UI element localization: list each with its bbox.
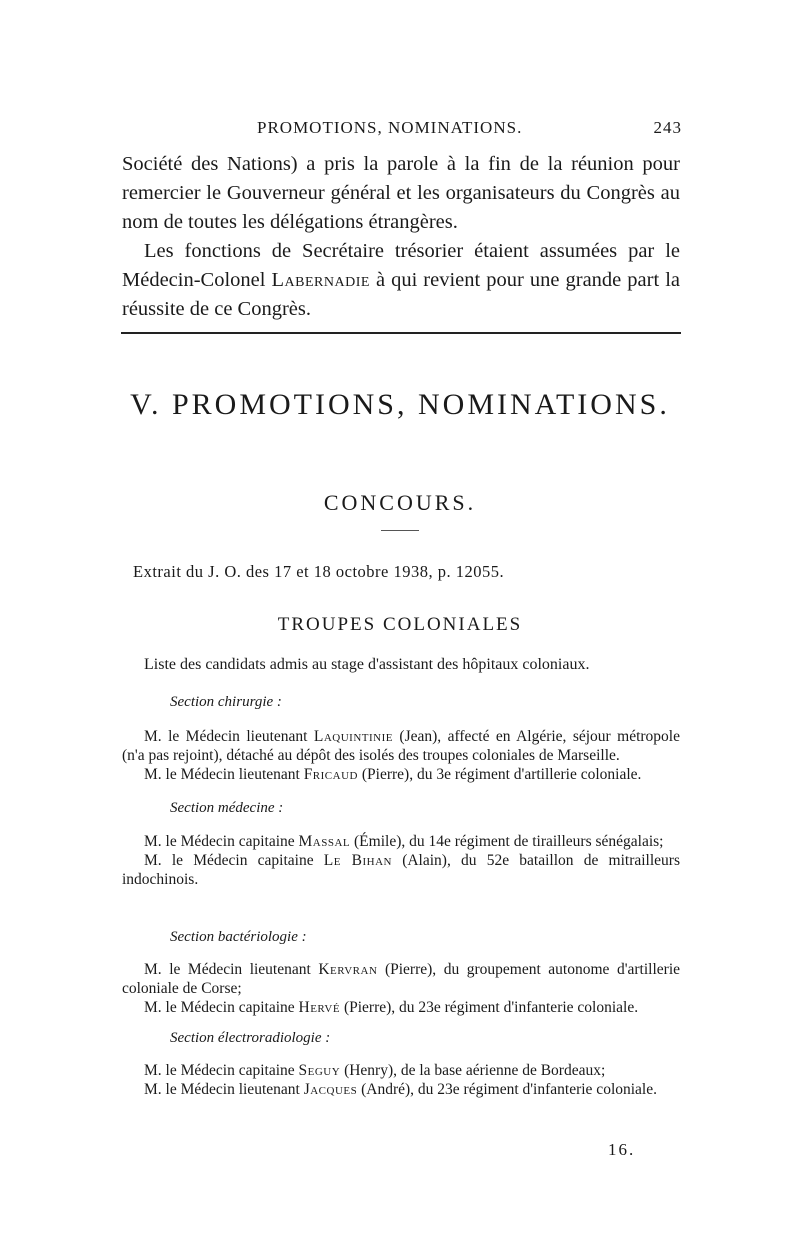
running-head: [122, 118, 682, 140]
entry-detail: (Pierre), du 23e régiment d'infanterie coloniale.: [340, 999, 639, 1016]
person-name: Massal: [298, 833, 351, 850]
signature-mark: 16.: [608, 1140, 636, 1159]
list-item: [122, 960, 680, 998]
intro-paragraph-2: [122, 237, 680, 324]
list-item: [122, 1080, 680, 1099]
running-head-title: PROMOTIONS, NOMINATIONS.: [257, 118, 523, 137]
section-heading-electroradiologie: Section électroradiologie :: [170, 1030, 331, 1046]
extract-reference: Extrait du J. O. des 17 et 18 octobre 1938, p. 12055.: [133, 562, 505, 581]
person-name: Kervran: [318, 961, 378, 978]
section-entries-bacteriologie: [122, 960, 680, 1017]
entry-prefix: M. le Médecin capitaine: [144, 999, 299, 1016]
entry-prefix: M. le Médecin capitaine: [144, 852, 324, 869]
person-name: Le Bihan: [323, 852, 392, 869]
section-heading-chirurgie: Section chirurgie :: [170, 694, 282, 710]
person-name: Laquintinie: [313, 728, 393, 745]
intro-p2-text-before: Les fonctions de Secrétaire trésorier étaient assumées par le Médecin-Colonel: [122, 240, 680, 291]
entry-prefix: M. le Médecin capitaine: [144, 833, 299, 850]
list-item: [122, 851, 680, 889]
intro-text: [122, 150, 680, 324]
entry-detail: (Émile), du 14e régiment de tirailleurs sénégalais;: [350, 833, 664, 850]
short-divider: [381, 530, 419, 531]
entry-prefix: M. le Médecin lieutenant: [144, 728, 314, 745]
person-name-labernadie: Labernadie: [271, 269, 370, 291]
entry-detail: (Pierre), du groupement autonome d'artillerie coloniale de Corse;: [122, 961, 681, 997]
section-title: V. PROMOTIONS, NOMINATIONS.: [130, 388, 670, 421]
section-divider: [121, 332, 681, 334]
entry-detail: (Jean), affecté en Algérie, séjour métropole (n'a pas rejoint), détaché au dépôt des isolés des troupes coloniales de Marseille.: [122, 728, 680, 764]
entry-detail: (Alain), du 52e bataillon de mitrailleurs indochinois.: [122, 852, 680, 888]
list-item: [122, 1061, 680, 1080]
entry-prefix: M. le Médecin capitaine: [144, 1062, 299, 1079]
heading-troupes-coloniales: TROUPES COLONIALES: [277, 614, 523, 635]
list-item: [122, 765, 680, 784]
list-item: [122, 727, 680, 765]
entry-prefix: M. le Médecin lieutenant: [144, 766, 304, 783]
section-entries-electroradiologie: [122, 1061, 680, 1099]
intro-p2-text-after: à qui revient pour une grande part la réussite de ce Congrès.: [122, 269, 680, 320]
section-heading-medecine: Section médecine :: [170, 800, 284, 816]
page-number: 243: [653, 118, 682, 137]
person-name: Hervé: [298, 999, 341, 1016]
section-heading-bacteriologie: Section bactériologie :: [170, 929, 307, 945]
entry-detail: (André), du 23e régiment d'infanterie coloniale.: [357, 1081, 657, 1098]
intro-paragraph-1: Société des Nations) a pris la parole à la fin de la réunion pour remercier le Gouverneur général et les organisateurs du Congrès au nom de toutes les délégations étrangères.: [122, 153, 680, 233]
person-name: Jacques: [303, 1081, 358, 1098]
list-item: [122, 998, 680, 1017]
subsection-title-concours: CONCOURS.: [323, 490, 477, 515]
list-item: [122, 832, 680, 851]
list-intro: Liste des candidats admis au stage d'assistant des hôpitaux coloniaux.: [144, 656, 590, 673]
entry-prefix: M. le Médecin lieutenant: [144, 1081, 304, 1098]
entry-prefix: M. le Médecin lieutenant: [144, 961, 319, 978]
entry-detail: (Henry), de la base aérienne de Bordeaux;: [340, 1062, 606, 1079]
person-name: Seguy: [298, 1062, 341, 1079]
entry-detail: (Pierre), du 3e régiment d'artillerie coloniale.: [357, 766, 642, 783]
section-entries-medecine: [122, 832, 680, 889]
person-name: Fricaud: [303, 766, 358, 783]
section-entries-chirurgie: [122, 727, 680, 784]
